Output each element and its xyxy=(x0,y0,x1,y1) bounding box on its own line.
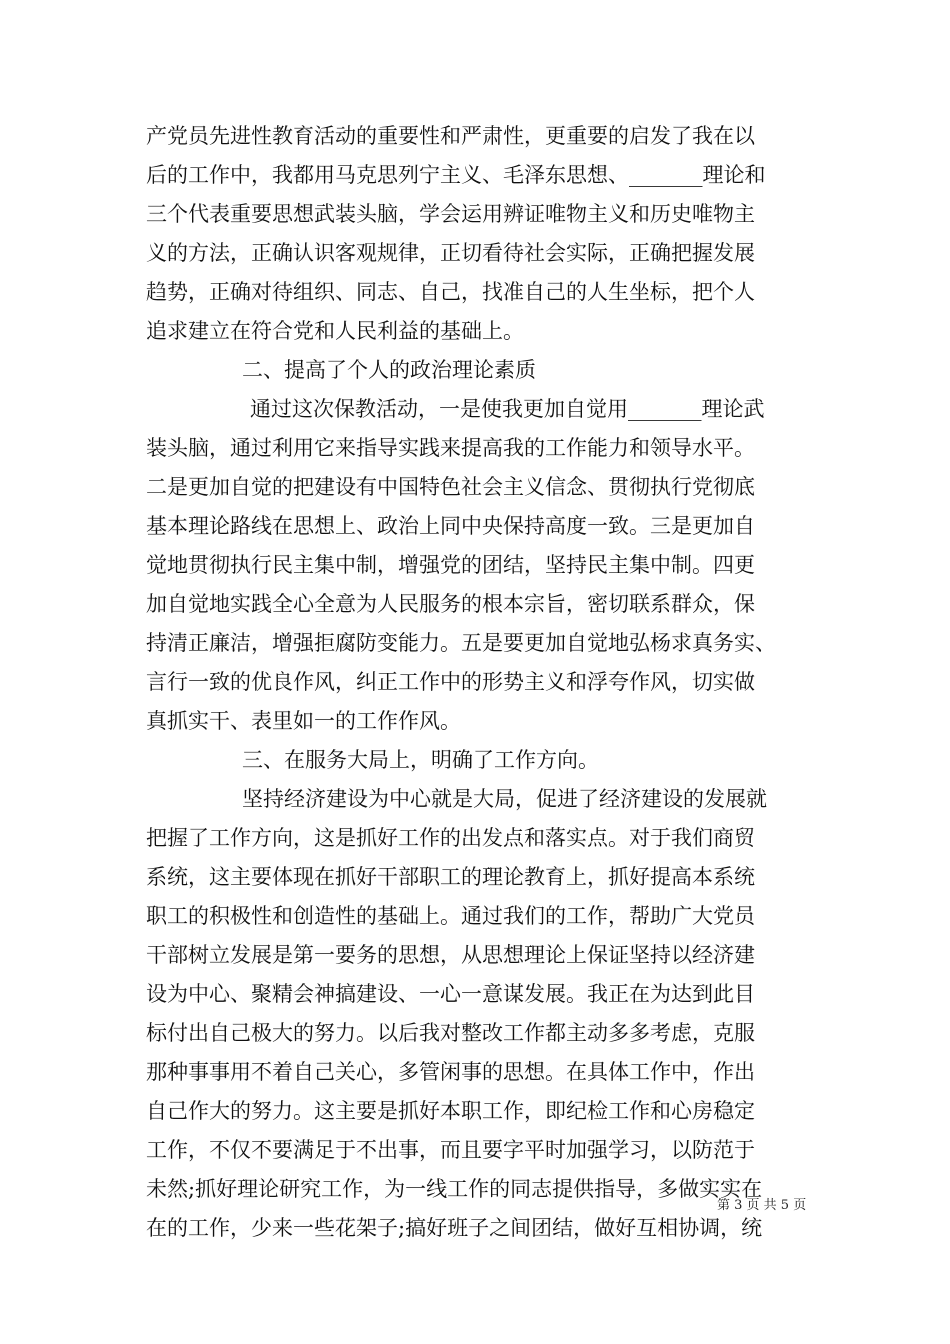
text-line: 装头脑，通过利用它来指导实践来提高我的工作能力和领导水平。 xyxy=(146,436,755,460)
text-line: 持清正廉洁，增强拒腐防变能力。五是要更加自觉地弘杨求真务实、 xyxy=(146,631,776,655)
text-line: 加自觉地实践全心全意为人民服务的根本宗旨，密切联系群众，保 xyxy=(146,592,755,616)
text-line: 义的方法，正确认识客观规律，正切看待社会实际，正确把握发展 xyxy=(146,241,755,265)
text-line: 言行一致的优良作风，纠正工作中的形势主义和浮夸作风，切实做 xyxy=(146,670,755,694)
text-line: 系统，这主要体现在抓好干部职工的理论教育上，抓好提高本系统 xyxy=(146,865,755,889)
text-line: 干部树立发展是第一要务的思想，从思想理论上保证坚持以经济建 xyxy=(146,943,755,967)
text-line: 产党员先进性教育活动的重要性和严肃性，更重要的启发了我在以 xyxy=(146,124,755,148)
section-heading-2: 二、提高了个人的政治理论素质 xyxy=(242,358,536,382)
text-line: 在的工作，少来一些花架子;搞好班子之间团结，做好互相协调，统 xyxy=(146,1216,763,1240)
document-body xyxy=(146,117,826,1248)
text-line: 标付出自己极大的努力。以后我对整改工作都主动多多考虑，克服 xyxy=(146,1021,755,1045)
text-line: 那种事事用不着自己关心，多管闲事的思想。在具体工作中，作出 xyxy=(146,1060,755,1084)
text-line: 趋势，正确对待组织、同志、自己，找准自己的人生坐标，把个人 xyxy=(146,280,755,304)
text-line: 后的工作中，我都用马克思列宁主义、毛泽东思想、_______理论和 xyxy=(146,163,766,187)
text-line: 工作，不仅不要满足于不出事，而且要字平时加强学习，以防范于 xyxy=(146,1138,755,1162)
text-line: 真抓实干、表里如一的工作作风。 xyxy=(146,709,461,733)
text-line: 三个代表重要思想武装头脑，学会运用辨证唯物主义和历史唯物主 xyxy=(146,202,755,226)
text-line: 觉地贯彻执行民主集中制，增强党的团结，坚持民主集中制。四更 xyxy=(146,553,755,577)
text-line: 基本理论路线在思想上、政治上同中央保持高度一致。三是更加自 xyxy=(146,514,755,538)
section-heading-3: 三、在服务大局上，明确了工作方向。 xyxy=(242,748,599,772)
text-line: 未然;抓好理论研究工作，为一线工作的同志提供指导，多做实实在 xyxy=(146,1177,763,1201)
paragraph-first-line: 坚持经济建设为中心就是大局，促进了经济建设的发展就 xyxy=(242,787,767,811)
text-line: 设为中心、聚精会神搞建设、一心一意谋发展。我正在为达到此目 xyxy=(146,982,755,1006)
text-line: 追求建立在符合党和人民利益的基础上。 xyxy=(146,319,524,343)
text-line: 自己作大的努力。这主要是抓好本职工作，即纪检工作和心房稳定 xyxy=(146,1099,755,1123)
page-number: 第 3 页 共 5 页 xyxy=(717,1198,807,1213)
paragraph-first-line: 通过这次保教活动，一是使我更加自觉用_______理论武 xyxy=(250,397,765,421)
text-line: 职工的积极性和创造性的基础上。通过我们的工作，帮助广大党员 xyxy=(146,904,755,928)
text-line: 二是更加自觉的把建设有中国特色社会主义信念、贯彻执行党彻底 xyxy=(146,475,755,499)
text-line: 把握了工作方向，这是抓好工作的出发点和落实点。对于我们商贸 xyxy=(146,826,755,850)
